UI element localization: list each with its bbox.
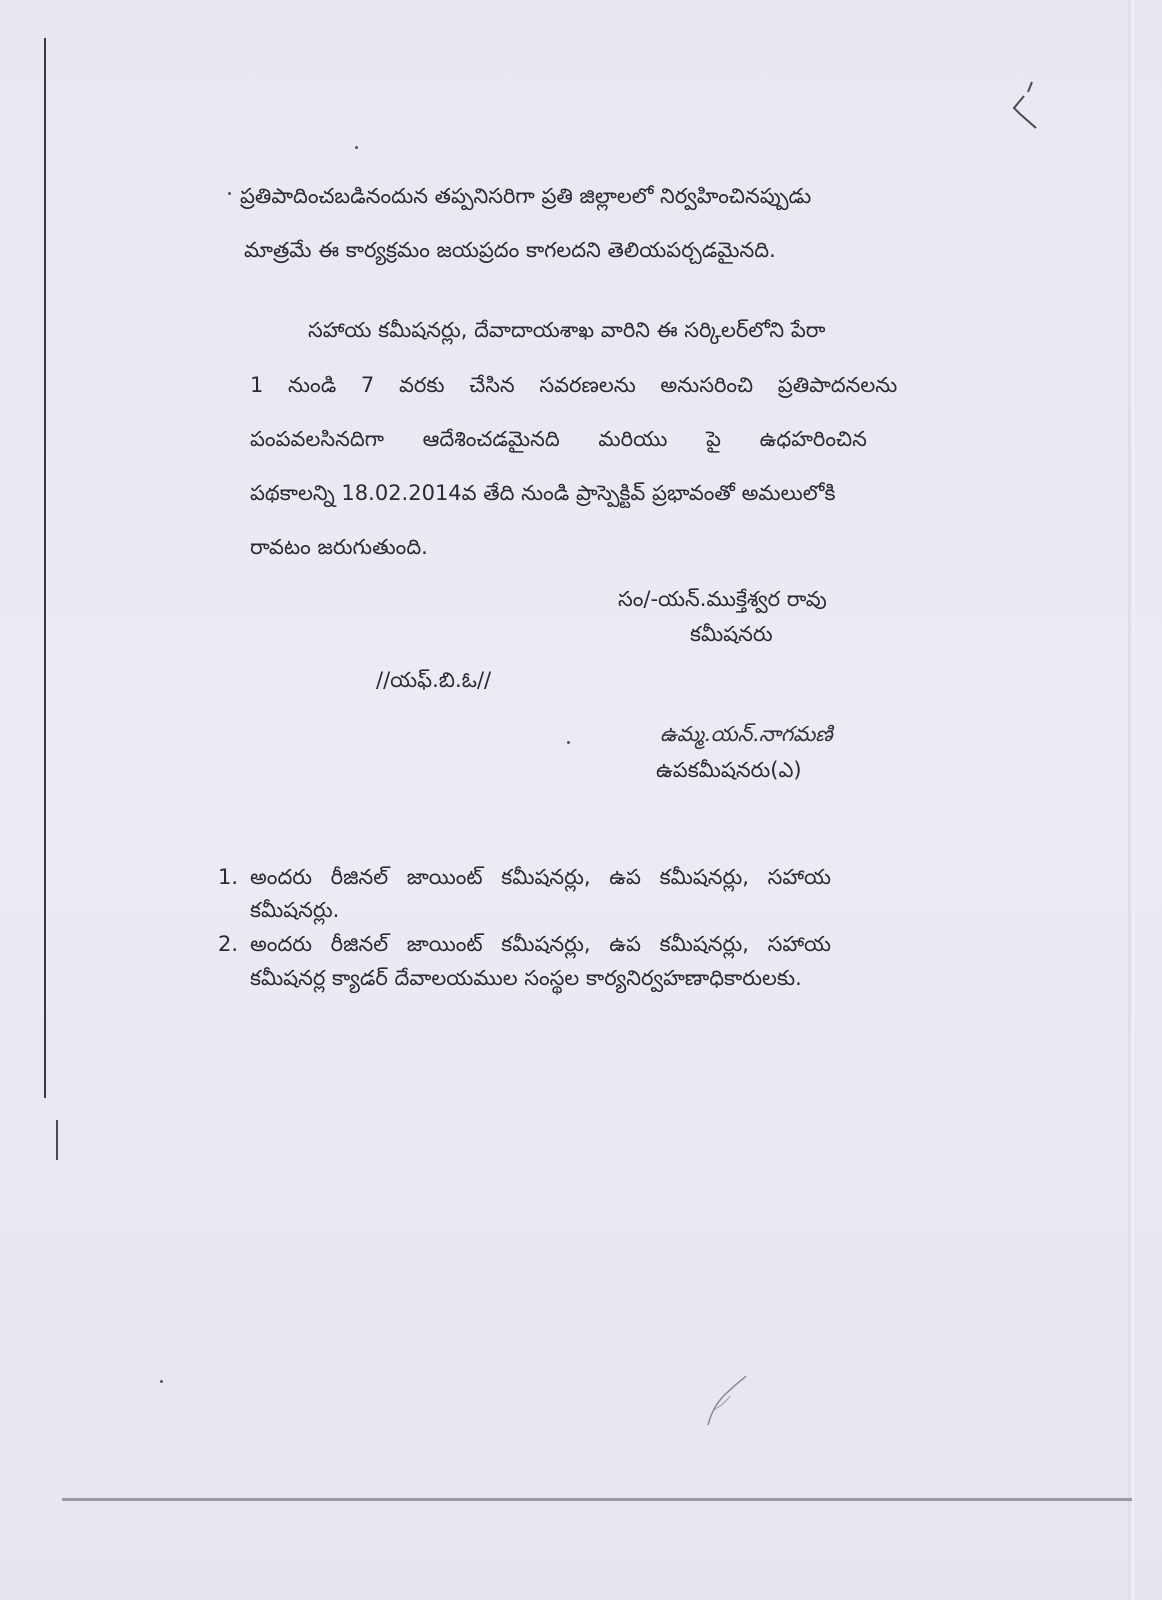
paragraph1-line2: మాత్రమే ఈ కార్యక్రమం జయప్రదం కాగలదని తెలియపర్చడమైనది. xyxy=(244,238,776,262)
speck xyxy=(355,146,358,149)
pen-mark-icon xyxy=(700,1370,750,1430)
speck xyxy=(160,1380,163,1383)
list-number: 2. xyxy=(218,932,239,956)
bottom-rule xyxy=(62,1498,1132,1501)
paragraph2-line3: పంపవలసినదిగా ఆదేశించడమైనది మరియు పై ఉధహరించిన xyxy=(250,427,867,451)
list-number: 1. xyxy=(218,865,239,889)
handwritten-signature: ఉమ్మ.యన్.నాగమణి xyxy=(660,722,833,746)
list-item-2-line2: కమీషనర్ల క్యాడర్ దేవాలయముల సంస్థల కార్యనిర్వహణాధికారులకు. xyxy=(250,966,802,990)
deputy-designation: ఉపకమీషనరు(ఎ) xyxy=(656,758,802,782)
fbo-mark: //యఫ్.బి.ఓ// xyxy=(376,668,492,692)
paragraph2-line5: రావటం జరుగుతుంది. xyxy=(250,535,428,559)
page-edge xyxy=(1128,0,1134,1600)
paragraph1-line1: ప్రతిపాదించబడినందున తప్పనిసరిగా ప్రతి జిల్లాలలో నిర్వహించినప్పుడు xyxy=(240,184,812,208)
designation: కమీషనరు xyxy=(690,622,773,646)
paragraph2-line2: 1 నుండి 7 వరకు చేసిన సవరణలను అనుసరించి ప్రతిపాదనలను xyxy=(250,373,898,397)
staple-mark-icon xyxy=(1010,78,1046,138)
paragraph2-line1: సహాయ కమీషనర్లు, దేవాదాయశాఖ వారిని ఈ సర్కిలర్‌లోని పేరా xyxy=(308,318,826,342)
signed-by: సం/-యన్.ముక్తేశ్వర రావు xyxy=(618,587,827,611)
left-margin-line xyxy=(44,38,46,1098)
left-margin-mark xyxy=(56,1120,58,1160)
speck xyxy=(567,741,570,744)
paragraph2-line4: పథకాలన్ని 18.02.2014వ తేది నుండి ప్రాస్పెక్టివ్ ప్రభావంతో అమలులోకి xyxy=(250,481,836,505)
list-item-1-line1: అందరు రీజినల్ జాయింట్ కమీషనర్లు, ఉప కమీషనర్లు, సహాయ xyxy=(250,865,832,889)
list-item-1-line2: కమీషనర్లు. xyxy=(250,898,340,922)
list-item-2-line1: అందరు రీజినల్ జాయింట్ కమీషనర్లు, ఉప కమీషనర్లు, సహాయ xyxy=(250,932,832,956)
speck xyxy=(228,192,231,195)
